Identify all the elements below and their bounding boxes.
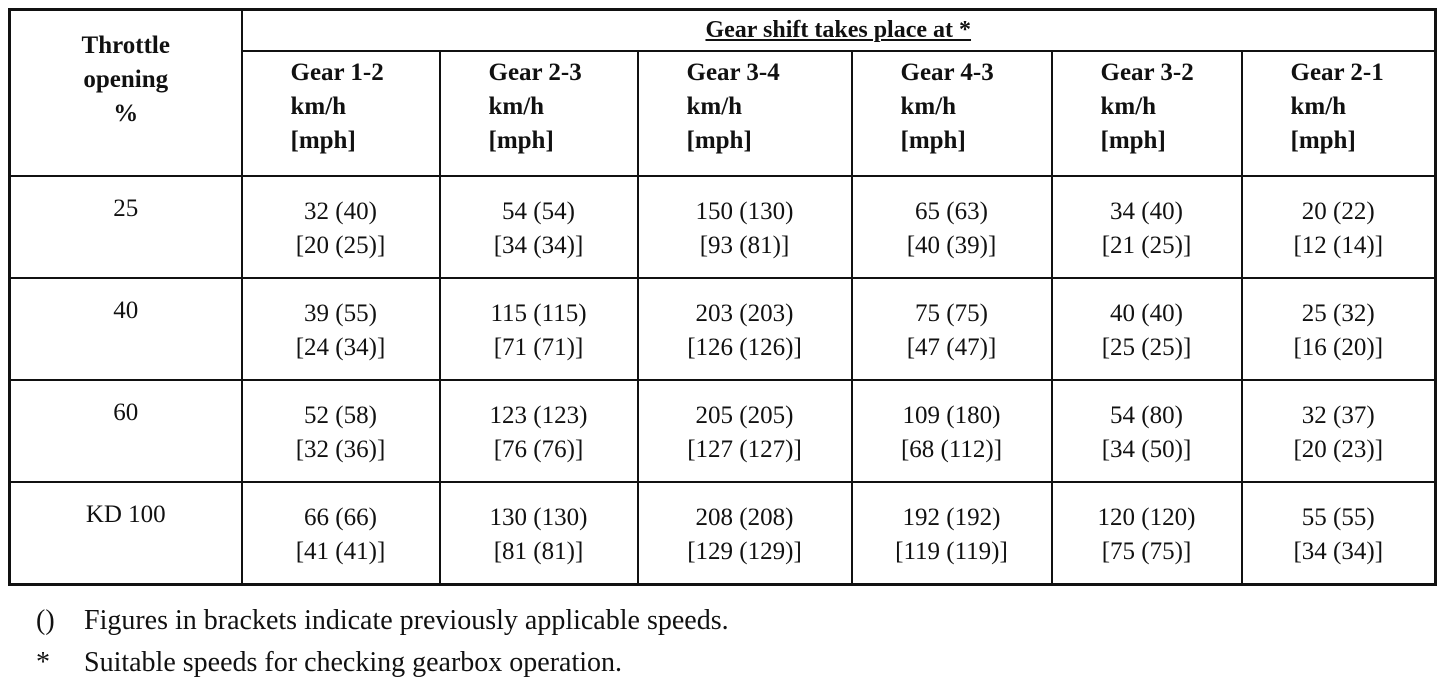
throttle-value: 40 (10, 278, 242, 380)
gear-column-header (852, 51, 1052, 176)
throttle-value: KD 100 (10, 482, 242, 584)
speed-kmh: 40 (40) (1110, 299, 1183, 327)
speed-kmh: 39 (55) (304, 299, 377, 327)
speed-mph: [12 (14)] (1293, 231, 1384, 259)
gear-shift-group-header (242, 10, 1436, 51)
speed-cell (852, 380, 1052, 482)
gear-shift-table (8, 8, 1437, 586)
speed-kmh: 120 (120) (1097, 504, 1196, 532)
speed-cell (440, 380, 638, 482)
footnote (36, 600, 729, 642)
speed-kmh: 32 (37) (1301, 402, 1375, 430)
gear-unit: km/h (686, 92, 743, 120)
throttle-header-line: % (113, 100, 139, 127)
throttle-header-line: Throttle (81, 32, 170, 59)
speed-cell (638, 380, 852, 482)
speed-mph: [32 (36)] (295, 436, 386, 464)
gear-name: Gear 1-2 (290, 58, 384, 86)
table-row (10, 176, 1436, 278)
speed-kmh: 203 (203) (695, 299, 794, 327)
gear-unit: km/h (1100, 92, 1157, 120)
gear-unit-alt: [mph] (900, 126, 966, 154)
speed-mph: [34 (34)] (1293, 538, 1384, 566)
speed-kmh: 32 (40) (304, 197, 377, 225)
footnote-symbol: () (36, 605, 55, 636)
speed-mph: [47 (47)] (906, 333, 997, 361)
gear-column-header (242, 51, 440, 176)
gear-unit: km/h (1290, 92, 1347, 120)
speed-cell (1242, 380, 1436, 482)
gear-column-header (638, 51, 852, 176)
speed-mph: [75 (75)] (1101, 538, 1192, 566)
speed-mph: [68 (112)] (900, 436, 1003, 464)
footnote-symbol: * (36, 647, 50, 678)
speed-kmh: 52 (58) (304, 402, 377, 430)
speed-kmh: 34 (40) (1110, 197, 1183, 225)
speed-cell (1052, 278, 1242, 380)
speed-cell (242, 482, 440, 584)
speed-cell (440, 176, 638, 278)
speed-cell (1052, 380, 1242, 482)
footnote (36, 642, 729, 684)
gear-column-header (1242, 51, 1436, 176)
speed-cell (638, 278, 852, 380)
speed-cell (242, 278, 440, 380)
speed-cell (852, 176, 1052, 278)
speed-kmh: 66 (66) (304, 504, 377, 532)
speed-cell (852, 278, 1052, 380)
speed-cell (1052, 176, 1242, 278)
speed-cell (440, 278, 638, 380)
gear-name: Gear 3-4 (686, 58, 780, 86)
speed-mph: [81 (81)] (493, 538, 584, 566)
footnotes (36, 600, 729, 684)
speed-mph: [20 (23)] (1293, 436, 1384, 464)
speed-mph: [41 (41)] (295, 538, 386, 566)
speed-mph: [34 (34)] (493, 231, 584, 259)
speed-mph: [71 (71)] (493, 333, 584, 361)
throttle-opening-header (10, 10, 242, 176)
gear-name: Gear 3-2 (1100, 58, 1194, 86)
speed-kmh: 192 (192) (902, 504, 1001, 532)
speed-kmh: 150 (130) (695, 197, 794, 225)
speed-mph: [126 (126)] (687, 333, 802, 361)
table-row (10, 278, 1436, 380)
speed-kmh: 109 (180) (902, 402, 1001, 430)
speed-cell (638, 176, 852, 278)
speed-mph: [93 (81)] (699, 231, 790, 259)
speed-mph: [20 (25)] (295, 231, 386, 259)
speed-cell (1242, 278, 1436, 380)
speed-mph: [127 (127)] (687, 436, 802, 464)
speed-mph: [16 (20)] (1293, 333, 1384, 361)
speed-kmh: 123 (123) (489, 402, 588, 430)
speed-kmh: 20 (22) (1301, 197, 1375, 225)
gear-column-header (1052, 51, 1242, 176)
footnote-text: Figures in brackets indicate previously applicable speeds. (84, 605, 729, 636)
table-row (10, 380, 1436, 482)
table-row (10, 482, 1436, 584)
speed-mph: [40 (39)] (906, 231, 997, 259)
speed-kmh: 205 (205) (695, 402, 794, 430)
speed-kmh: 25 (32) (1301, 299, 1375, 327)
throttle-header-line: opening (83, 66, 169, 93)
footnote-text: Suitable speeds for checking gearbox operation. (84, 647, 623, 678)
gear-unit-alt: [mph] (488, 126, 554, 154)
throttle-value: 60 (10, 380, 242, 482)
speed-cell (242, 176, 440, 278)
speed-mph: [25 (25)] (1101, 333, 1192, 361)
gear-unit-alt: [mph] (686, 126, 752, 154)
speed-cell (1242, 482, 1436, 584)
gear-unit: km/h (290, 92, 347, 120)
gear-unit-alt: [mph] (1100, 126, 1166, 154)
gear-column-header (440, 51, 638, 176)
speed-cell (440, 482, 638, 584)
speed-kmh: 54 (54) (502, 197, 575, 225)
speed-mph: [76 (76)] (493, 436, 584, 464)
speed-mph: [119 (119)] (895, 538, 1008, 566)
gear-shift-group-title: Gear shift takes place at * (705, 16, 972, 43)
gear-unit-alt: [mph] (290, 126, 356, 154)
speed-kmh: 208 (208) (695, 504, 794, 532)
speed-mph: [34 (50)] (1101, 436, 1192, 464)
gear-name: Gear 2-3 (488, 58, 582, 86)
speed-kmh: 130 (130) (489, 504, 588, 532)
speed-kmh: 65 (63) (915, 197, 988, 225)
speed-cell (852, 482, 1052, 584)
speed-mph: [21 (25)] (1101, 231, 1192, 259)
throttle-value: 25 (10, 176, 242, 278)
speed-mph: [129 (129)] (687, 538, 802, 566)
speed-kmh: 54 (80) (1110, 402, 1183, 430)
speed-kmh: 55 (55) (1301, 504, 1375, 532)
speed-cell (242, 380, 440, 482)
gear-unit: km/h (900, 92, 957, 120)
speed-cell (1242, 176, 1436, 278)
gear-unit-alt: [mph] (1290, 126, 1356, 154)
gear-name: Gear 4-3 (900, 58, 994, 86)
gear-unit: km/h (488, 92, 545, 120)
speed-cell (638, 482, 852, 584)
speed-mph: [24 (34)] (295, 333, 386, 361)
speed-cell (1052, 482, 1242, 584)
gear-name: Gear 2-1 (1290, 58, 1384, 86)
speed-kmh: 115 (115) (490, 299, 587, 327)
speed-kmh: 75 (75) (915, 299, 988, 327)
